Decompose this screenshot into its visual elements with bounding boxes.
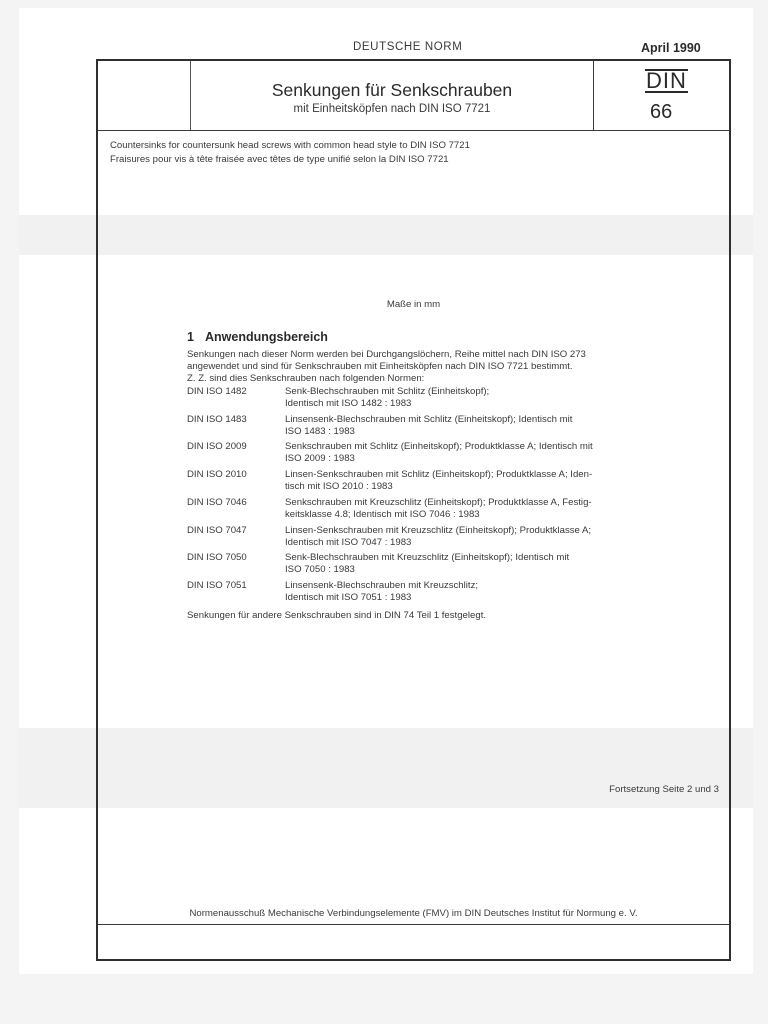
document-subtitle: mit Einheitsköpfen nach DIN ISO 7721 (293, 103, 491, 115)
standard-code: DIN ISO 2009 (187, 441, 247, 452)
closing-note: Senkungen für andere Senkschrauben sind in DIN 74 Teil 1 festgelegt. (187, 610, 487, 621)
description-line: Linsen-Senkschrauben mit Kreuzschlitz (Einheitskopf); Produktklasse A; (285, 525, 592, 536)
description-line: tisch mit ISO 2010 : 1983 (285, 480, 393, 492)
description-line: ISO 7050 : 1983 (285, 563, 355, 575)
description-line: Senkschrauben mit Schlitz (Einheitskopf); Produktklasse A; Identisch mit (285, 441, 593, 452)
title-block (98, 61, 729, 131)
din-number: 66 (650, 101, 673, 123)
standard-description (285, 386, 644, 409)
description-line: Senk-Blechschrauben mit Schlitz (Einheitskopf); (285, 386, 490, 397)
din-logo: DIN (646, 68, 687, 93)
intro-line: Z. Z. sind dies Senkschrauben nach folgenden Normen: (187, 373, 425, 384)
description-line: keitsklasse 4.8; Identisch mit ISO 7046 : 1983 (285, 508, 480, 520)
description-line: Linsensenk-Blechschrauben mit Schlitz (Einheitskopf); Identisch mit (285, 414, 573, 425)
continuation-note: Fortsetzung Seite 2 und 3 (609, 784, 719, 795)
description-line: Identisch mit ISO 1482 : 1983 (285, 397, 412, 409)
footer-committee: Normenausschuß Mechanische Verbindungselemente (FMV) im DIN Deutsches Institut für Normung e. V. (189, 908, 638, 919)
standard-code: DIN ISO 7050 (187, 552, 247, 563)
section-number: 1 (187, 330, 194, 344)
standard-code: DIN ISO 7046 (187, 497, 247, 508)
description-line: ISO 1483 : 1983 (285, 425, 355, 437)
divider (593, 61, 594, 130)
intro-line: Senkungen nach dieser Norm werden bei Durchgangslöchern, Reihe mittel nach DIN ISO 273 (187, 349, 586, 360)
standard-description (285, 525, 644, 548)
document-frame (96, 59, 731, 961)
translation-fr: Fraisures pour vis à tête fraisée avec têtes de type unifié selon la DIN ISO 7721 (110, 154, 449, 165)
description-line: ISO 2009 : 1983 (285, 452, 355, 464)
norm-label: DEUTSCHE NORM (353, 41, 463, 53)
translation-en: Countersinks for countersunk head screws with common head style to DIN ISO 7721 (110, 140, 470, 151)
description-line: Linsen-Senkschrauben mit Schlitz (Einheitskopf); Produktklasse A; Iden- (285, 469, 593, 480)
description-line: Identisch mit ISO 7051 : 1983 (285, 591, 412, 603)
standard-description (285, 552, 644, 575)
standard-description (285, 497, 644, 520)
standard-description (285, 580, 644, 603)
dimensions-note: Maße in mm (386, 299, 441, 310)
standard-description (285, 414, 644, 437)
standard-code: DIN ISO 7051 (187, 580, 247, 591)
standard-code: DIN ISO 7047 (187, 525, 247, 536)
intro-line: angewendet und sind für Senkschrauben mit Einheitsköpfen nach DIN ISO 7721 bestimmt. (187, 361, 573, 372)
standard-description (285, 441, 644, 464)
document-title: Senkungen für Senkschrauben (271, 80, 513, 100)
issue-date: April 1990 (641, 41, 701, 55)
standard-code: DIN ISO 2010 (187, 469, 247, 480)
description-line: Senkschrauben mit Kreuzschlitz (Einheitskopf); Produktklasse A, Festig- (285, 497, 592, 508)
standard-code: DIN ISO 1483 (187, 414, 247, 425)
description-line: Linsensenk-Blechschrauben mit Kreuzschlitz; (285, 580, 479, 591)
standard-description (285, 469, 644, 492)
description-line: Senk-Blechschrauben mit Kreuzschlitz (Einheitskopf); Identisch mit (285, 552, 570, 563)
description-line: Identisch mit ISO 7047 : 1983 (285, 536, 412, 548)
standard-code: DIN ISO 1482 (187, 386, 247, 397)
footer-divider (98, 924, 729, 925)
section-heading (187, 330, 328, 344)
section-title: Anwendungsbereich (205, 330, 328, 344)
